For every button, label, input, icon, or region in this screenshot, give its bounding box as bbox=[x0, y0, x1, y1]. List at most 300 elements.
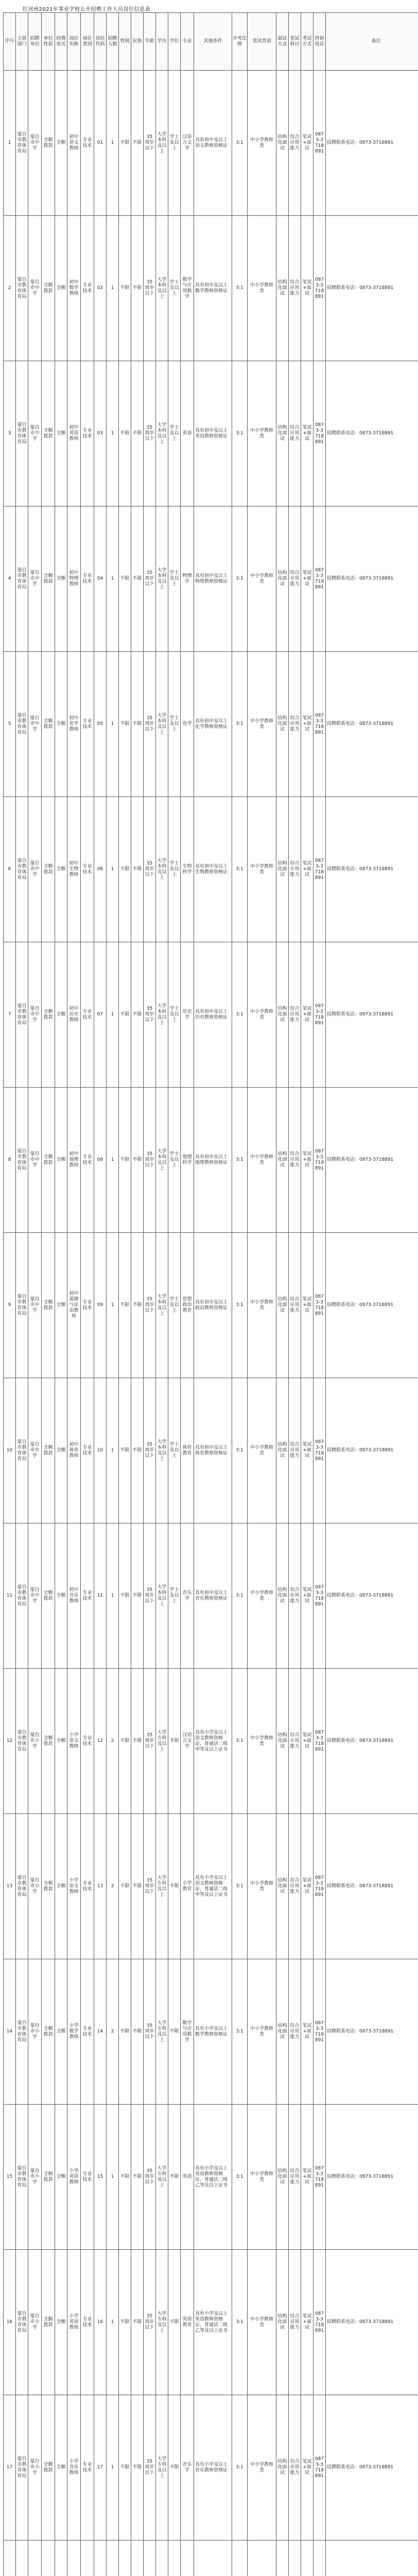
cell-text: 专业技术 bbox=[82, 137, 92, 148]
table-cell bbox=[156, 1378, 168, 1523]
table-cell bbox=[107, 2105, 119, 2250]
table-cell bbox=[119, 506, 131, 652]
cell-text: 16 bbox=[6, 2319, 13, 2325]
table-cell bbox=[28, 1814, 42, 1959]
cell-text: 化学 bbox=[182, 721, 192, 726]
table-row bbox=[4, 506, 418, 652]
cell-text: 7 bbox=[8, 1012, 11, 1017]
table-cell bbox=[289, 1233, 301, 1378]
table-cell bbox=[181, 361, 194, 506]
table-cell bbox=[301, 361, 314, 506]
cell-text: 3:1 bbox=[236, 867, 243, 872]
table-cell bbox=[94, 506, 107, 652]
table-cell bbox=[326, 2395, 418, 2540]
table-cell bbox=[131, 797, 144, 942]
table-cell bbox=[248, 1523, 276, 1669]
cell-text: 招聘联系电话：0873-3718891 bbox=[327, 1157, 394, 1162]
cell-text: 思想政治教育 bbox=[182, 1297, 192, 1313]
table-cell bbox=[232, 797, 248, 942]
table-cell bbox=[81, 2250, 94, 2395]
cell-text: 学士及以上 bbox=[169, 1587, 179, 1604]
cell-text: 全额 bbox=[56, 1738, 66, 1743]
cell-text: 招聘联系电话：0873-3718891 bbox=[327, 1448, 394, 1453]
table-cell bbox=[181, 506, 194, 652]
cell-text: 35周岁以下 bbox=[145, 716, 154, 732]
table-cell bbox=[107, 2395, 119, 2540]
cell-text: 蒙自市中学 bbox=[30, 1297, 40, 1313]
table-cell bbox=[55, 1378, 67, 1523]
table-cell bbox=[55, 942, 67, 1088]
cell-text: 蒙自市中学 bbox=[30, 570, 40, 587]
column-header-label: 单位性质 bbox=[43, 36, 53, 47]
cell-text: 3:1 bbox=[236, 576, 243, 581]
cell-text: 1 bbox=[111, 721, 114, 726]
table-cell bbox=[314, 216, 326, 361]
cell-text: 专业技术 bbox=[82, 1590, 92, 1601]
table-cell bbox=[314, 797, 326, 942]
cell-text: 11 bbox=[97, 1593, 103, 1598]
table-cell bbox=[16, 71, 28, 216]
cell-text: 15 bbox=[6, 2174, 13, 2179]
table-cell bbox=[4, 797, 16, 942]
cell-text: 3:1 bbox=[236, 1593, 243, 1598]
cell-text: 不限 bbox=[132, 2319, 142, 2325]
cell-text: 综合应用能力 bbox=[290, 425, 300, 442]
table-cell bbox=[119, 2540, 131, 2576]
column-header-label: 笔试类别 bbox=[252, 39, 271, 44]
table-cell bbox=[232, 1523, 248, 1669]
cell-text: 不限 bbox=[120, 1448, 130, 1453]
cell-text: 0873-3718891 bbox=[315, 1439, 324, 1462]
cell-text: 具有初中及以上音乐教师资格证 bbox=[195, 1590, 228, 1601]
cell-text: 笔试+面试 bbox=[302, 2023, 312, 2040]
table-cell bbox=[16, 1378, 28, 1523]
cell-text: 蒙自市中学 bbox=[30, 1006, 40, 1023]
table-cell bbox=[168, 216, 181, 361]
table-row bbox=[4, 1959, 418, 2105]
cell-text: 汉语言文学 bbox=[182, 134, 192, 151]
table-cell bbox=[67, 797, 81, 942]
table-cell bbox=[16, 797, 28, 942]
table-cell bbox=[326, 1088, 418, 1233]
table-cell bbox=[194, 2105, 232, 2250]
table-cell bbox=[232, 216, 248, 361]
table-cell bbox=[94, 1378, 107, 1523]
cell-text: 不限 bbox=[132, 1448, 142, 1453]
cell-text: 全额 bbox=[56, 2174, 66, 2179]
table-cell bbox=[42, 1669, 55, 1814]
cell-text: 不限 bbox=[132, 721, 142, 726]
table-cell bbox=[289, 1814, 301, 1959]
table-cell bbox=[232, 652, 248, 797]
table-cell bbox=[131, 1088, 144, 1233]
cell-text: 综合应用能力 bbox=[290, 1442, 300, 1459]
table-cell bbox=[81, 1959, 94, 2105]
table-cell bbox=[94, 942, 107, 1088]
cell-text: 01 bbox=[97, 140, 103, 145]
table-cell bbox=[248, 2540, 276, 2576]
table-cell bbox=[55, 797, 67, 942]
table-cell bbox=[276, 361, 289, 506]
table-cell bbox=[94, 1669, 107, 1814]
table-cell bbox=[326, 2250, 418, 2395]
table-cell bbox=[4, 2395, 16, 2540]
cell-text: 13 bbox=[97, 1884, 103, 1889]
table-cell bbox=[107, 1959, 119, 2105]
cell-text: 招聘联系电话：0873-3718891 bbox=[327, 1593, 394, 1598]
table-cell bbox=[28, 797, 42, 942]
table-cell bbox=[289, 942, 301, 1088]
table-cell bbox=[181, 1523, 194, 1669]
table-cell bbox=[156, 216, 168, 361]
table-cell bbox=[28, 2250, 42, 2395]
table-cell bbox=[326, 216, 418, 361]
column-header-label: 岗位名称 bbox=[69, 36, 79, 47]
cell-text: 结构化面试 bbox=[277, 1442, 287, 1459]
cell-text: 学士及以上 bbox=[169, 570, 179, 587]
cell-text: 0873-3718891 bbox=[315, 2311, 324, 2333]
table-cell bbox=[16, 1088, 28, 1233]
table-cell bbox=[94, 2395, 107, 2540]
cell-text: 专业技术 bbox=[82, 2171, 92, 2182]
table-cell bbox=[131, 2395, 144, 2540]
cell-text: 35周岁以下 bbox=[145, 1006, 154, 1023]
table-cell bbox=[276, 2105, 289, 2250]
cell-text: 09 bbox=[97, 1302, 103, 1308]
table-cell bbox=[289, 2395, 301, 2540]
cell-text: 蒙自市小学 bbox=[30, 2023, 40, 2040]
table-cell bbox=[4, 361, 16, 506]
table-cell bbox=[107, 2540, 119, 2576]
table-cell bbox=[314, 361, 326, 506]
cell-text: 不限 bbox=[132, 140, 142, 145]
table-cell bbox=[168, 1959, 181, 2105]
cell-text: 35周岁以下 bbox=[145, 2023, 154, 2040]
table-cell bbox=[42, 1233, 55, 1378]
cell-text: 3:1 bbox=[236, 2174, 243, 2179]
table-cell bbox=[4, 1233, 16, 1378]
cell-text: 05 bbox=[97, 721, 103, 726]
cell-text: 14 bbox=[6, 2029, 13, 2034]
cell-text: 大学专科及以上 bbox=[157, 2165, 167, 2188]
cell-text: 0873-3718891 bbox=[315, 1294, 324, 1316]
cell-text: 蒙自市教育体育局 bbox=[17, 2020, 27, 2043]
column-header-label: 笔试科目 bbox=[290, 36, 300, 47]
cell-text: 1 bbox=[111, 1302, 114, 1308]
table-cell bbox=[232, 2540, 248, 2576]
table-cell bbox=[4, 942, 16, 1088]
table-cell bbox=[232, 506, 248, 652]
table-cell bbox=[276, 71, 289, 216]
table-cell bbox=[144, 2540, 156, 2576]
table-cell bbox=[248, 2105, 276, 2250]
table-cell bbox=[119, 1378, 131, 1523]
table-cell bbox=[55, 361, 67, 506]
table-cell bbox=[42, 71, 55, 216]
column-header-label: 岗位类别 bbox=[82, 36, 92, 47]
cell-text: 蒙自市中学 bbox=[30, 861, 40, 877]
table-cell bbox=[42, 2395, 55, 2540]
table-cell bbox=[156, 942, 168, 1088]
table-cell bbox=[156, 2105, 168, 2250]
cell-text: 招聘联系电话：0873-3718891 bbox=[327, 431, 394, 436]
table-row bbox=[4, 1378, 418, 1523]
table-cell bbox=[28, 71, 42, 216]
table-cell bbox=[181, 1669, 194, 1814]
cell-text: 04 bbox=[97, 576, 103, 581]
table-cell bbox=[301, 1378, 314, 1523]
cell-text: 中小学教师类 bbox=[250, 1445, 273, 1456]
cell-text: 招聘联系电话：0873-3718891 bbox=[327, 2029, 394, 2034]
cell-text: 中小学教师类 bbox=[250, 2171, 273, 2182]
column-header bbox=[326, 13, 418, 71]
cell-text: 结构化面试 bbox=[277, 2459, 287, 2476]
cell-text: 35周岁以下 bbox=[145, 1733, 154, 1749]
cell-text: 笔试+面试 bbox=[302, 716, 312, 732]
cell-text: 16 bbox=[97, 2319, 103, 2325]
cell-text: 招聘联系电话：0873-3718891 bbox=[327, 576, 394, 581]
cell-text: 笔试+面试 bbox=[302, 861, 312, 877]
table-cell bbox=[314, 652, 326, 797]
table-cell bbox=[67, 1523, 81, 1669]
table-cell bbox=[144, 797, 156, 942]
cell-text: 结构化面试 bbox=[277, 1297, 287, 1313]
table-cell bbox=[144, 506, 156, 652]
table-row bbox=[4, 2105, 418, 2250]
cell-text: 02 bbox=[97, 285, 103, 291]
table-cell bbox=[289, 506, 301, 652]
table-cell bbox=[131, 1233, 144, 1378]
table-cell bbox=[67, 2105, 81, 2250]
column-header-label: 岗位代码 bbox=[95, 36, 105, 47]
cell-text: 笔试+面试 bbox=[302, 570, 312, 587]
column-header-label: 性别 bbox=[120, 39, 130, 44]
cell-text: 笔试+面试 bbox=[302, 1733, 312, 1749]
table-cell bbox=[289, 2250, 301, 2395]
table-cell bbox=[144, 71, 156, 216]
table-cell bbox=[131, 71, 144, 216]
cell-text: 初中音乐教师 bbox=[69, 1587, 79, 1604]
table-cell bbox=[301, 71, 314, 216]
table-cell bbox=[289, 1378, 301, 1523]
cell-text: 具有初中及以上政治教师资格证 bbox=[195, 1299, 228, 1311]
cell-text: 3:1 bbox=[236, 1012, 243, 1017]
table-cell bbox=[301, 942, 314, 1088]
cell-text: 全额 bbox=[56, 140, 66, 145]
table-cell bbox=[119, 361, 131, 506]
table-cell bbox=[276, 1233, 289, 1378]
cell-text: 中小学教师类 bbox=[250, 1880, 273, 1892]
cell-text: 不限 bbox=[120, 2319, 130, 2325]
table-cell bbox=[42, 216, 55, 361]
table-cell bbox=[55, 652, 67, 797]
table-cell bbox=[144, 361, 156, 506]
cell-text: 具有初中及以上数学教师资格证 bbox=[195, 282, 228, 294]
cell-text: 具有初中及以上化学教师资格证 bbox=[195, 718, 228, 730]
table-cell bbox=[181, 942, 194, 1088]
cell-text: 蒙自市中学 bbox=[30, 1151, 40, 1168]
cell-text: 全额拨款 bbox=[43, 2462, 53, 2473]
cell-text: 3:1 bbox=[236, 2029, 243, 2034]
table-cell bbox=[326, 1959, 418, 2105]
cell-text: 招聘联系电话：0873-3718891 bbox=[327, 1738, 394, 1743]
cell-text: 招聘联系电话：0873-3718891 bbox=[327, 1884, 394, 1889]
table-cell bbox=[55, 1669, 67, 1814]
table-cell bbox=[168, 1233, 181, 1378]
cell-text: 招聘联系电话：0873-3718891 bbox=[327, 867, 394, 872]
table-cell bbox=[81, 506, 94, 652]
table-cell bbox=[94, 71, 107, 216]
table-cell bbox=[168, 1669, 181, 1814]
table-cell bbox=[28, 1523, 42, 1669]
table-cell bbox=[326, 1669, 418, 1814]
table-cell bbox=[326, 506, 418, 652]
table-cell bbox=[248, 1088, 276, 1233]
cell-text: 初中化学教师 bbox=[69, 716, 79, 732]
table-cell bbox=[168, 1378, 181, 1523]
table-body bbox=[4, 71, 418, 2576]
table-cell bbox=[67, 942, 81, 1088]
table-cell bbox=[314, 1088, 326, 1233]
cell-text: 具有小学及以上语文教师资格证，普通话二级甲等及以上证书 bbox=[195, 1730, 228, 1752]
table-cell bbox=[194, 1814, 232, 1959]
cell-text: 学士及以上 bbox=[169, 861, 179, 877]
table-cell bbox=[67, 216, 81, 361]
column-header bbox=[156, 13, 168, 71]
table-cell bbox=[94, 1814, 107, 1959]
table-cell bbox=[55, 71, 67, 216]
table-cell bbox=[326, 1523, 418, 1669]
column-header bbox=[107, 13, 119, 71]
column-header-label: 年龄 bbox=[145, 39, 154, 44]
cell-text: 35周岁以下 bbox=[145, 1297, 154, 1313]
table-cell bbox=[42, 1088, 55, 1233]
cell-text: 小学数学教师 bbox=[69, 2023, 79, 2040]
table-cell bbox=[194, 2540, 232, 2576]
table-cell bbox=[107, 942, 119, 1088]
table-cell bbox=[156, 2250, 168, 2395]
column-header bbox=[28, 13, 42, 71]
table-cell bbox=[28, 1669, 42, 1814]
table-cell bbox=[248, 2395, 276, 2540]
cell-text: 3:1 bbox=[236, 1302, 243, 1308]
table-cell bbox=[94, 1959, 107, 2105]
cell-text: 10 bbox=[97, 1448, 103, 1453]
cell-text: 结构化面试 bbox=[277, 2314, 287, 2330]
cell-text: 15 bbox=[97, 2174, 103, 2179]
table-cell bbox=[301, 2250, 314, 2395]
cell-text: 中小学教师类 bbox=[250, 282, 273, 294]
table-cell bbox=[55, 2395, 67, 2540]
cell-text: 不限 bbox=[132, 1012, 142, 1017]
table-cell bbox=[4, 1088, 16, 1233]
column-header bbox=[131, 13, 144, 71]
cell-text: 不限 bbox=[132, 1157, 142, 1162]
cell-text: 专业技术 bbox=[82, 573, 92, 584]
table-cell bbox=[248, 361, 276, 506]
cell-text: 具有初中及以上语文教师资格证 bbox=[195, 137, 228, 148]
table-cell bbox=[81, 1378, 94, 1523]
cell-text: 9 bbox=[8, 1302, 11, 1308]
cell-text: 不限 bbox=[169, 2029, 179, 2034]
table-cell bbox=[301, 1523, 314, 1669]
cell-text: 大学本科及以上 bbox=[157, 567, 167, 590]
table-cell bbox=[181, 2540, 194, 2576]
table-cell bbox=[42, 1523, 55, 1669]
table-cell bbox=[156, 506, 168, 652]
table-cell bbox=[289, 216, 301, 361]
column-header-label: 其他条件 bbox=[203, 39, 222, 44]
cell-text: 2 bbox=[111, 1884, 114, 1889]
cell-text: 0873-3718891 bbox=[315, 131, 324, 154]
table-cell bbox=[232, 942, 248, 1088]
table-cell bbox=[119, 797, 131, 942]
table-cell bbox=[289, 2105, 301, 2250]
cell-text: 35周岁以下 bbox=[145, 1442, 154, 1459]
table-cell bbox=[314, 2250, 326, 2395]
cell-text: 结构化面试 bbox=[277, 1006, 287, 1023]
cell-text: 3:1 bbox=[236, 431, 243, 436]
cell-text: 中小学教师类 bbox=[250, 428, 273, 439]
column-header bbox=[168, 13, 181, 71]
table-cell bbox=[181, 216, 194, 361]
cell-text: 学士及以上 bbox=[169, 1151, 179, 1168]
table-cell bbox=[326, 2540, 418, 2576]
table-cell bbox=[67, 1959, 81, 2105]
cell-text: 综合应用能力 bbox=[290, 1151, 300, 1168]
table-row bbox=[4, 1814, 418, 1959]
cell-text: 蒙自市中学 bbox=[30, 280, 40, 296]
cell-text: 结构化面试 bbox=[277, 570, 287, 587]
cell-text: 6 bbox=[8, 867, 11, 872]
cell-text: 0873-3718891 bbox=[315, 1875, 324, 1897]
table-cell bbox=[42, 506, 55, 652]
table-cell bbox=[168, 2395, 181, 2540]
cell-text: 中小学教师类 bbox=[250, 2462, 273, 2473]
cell-text: 小学语文教师 bbox=[69, 1733, 79, 1749]
table-cell bbox=[248, 1233, 276, 1378]
cell-text: 全额拨款 bbox=[43, 1445, 53, 1456]
table-cell bbox=[181, 797, 194, 942]
cell-text: 专业技术 bbox=[82, 1880, 92, 1892]
table-cell bbox=[4, 1814, 16, 1959]
column-header bbox=[301, 13, 314, 71]
table-cell bbox=[55, 1523, 67, 1669]
table-cell bbox=[55, 2540, 67, 2576]
cell-text: 35周岁以下 bbox=[145, 1151, 154, 1168]
cell-text: 结构化面试 bbox=[277, 716, 287, 732]
table-cell bbox=[156, 1523, 168, 1669]
table-cell bbox=[67, 1814, 81, 1959]
table-cell bbox=[67, 71, 81, 216]
table-cell bbox=[276, 652, 289, 797]
column-header-label: 学位 bbox=[169, 39, 179, 44]
table-cell bbox=[81, 361, 94, 506]
table-cell bbox=[314, 1233, 326, 1378]
cell-text: 不限 bbox=[120, 140, 130, 145]
column-header-label: 备注 bbox=[371, 39, 381, 44]
table-cell bbox=[232, 1669, 248, 1814]
table-cell bbox=[156, 71, 168, 216]
cell-text: 小学语文教师 bbox=[69, 1878, 79, 1894]
cell-text: 蒙自市教育体育局 bbox=[17, 858, 27, 880]
cell-text: 3:1 bbox=[236, 721, 243, 726]
cell-text: 8 bbox=[8, 1157, 11, 1162]
cell-text: 具有小学及以上英语教师资格证，普通话二级乙等及以上证书 bbox=[195, 2165, 228, 2188]
table-row bbox=[4, 1523, 418, 1669]
table-cell bbox=[181, 1378, 194, 1523]
table-cell bbox=[28, 2105, 42, 2250]
